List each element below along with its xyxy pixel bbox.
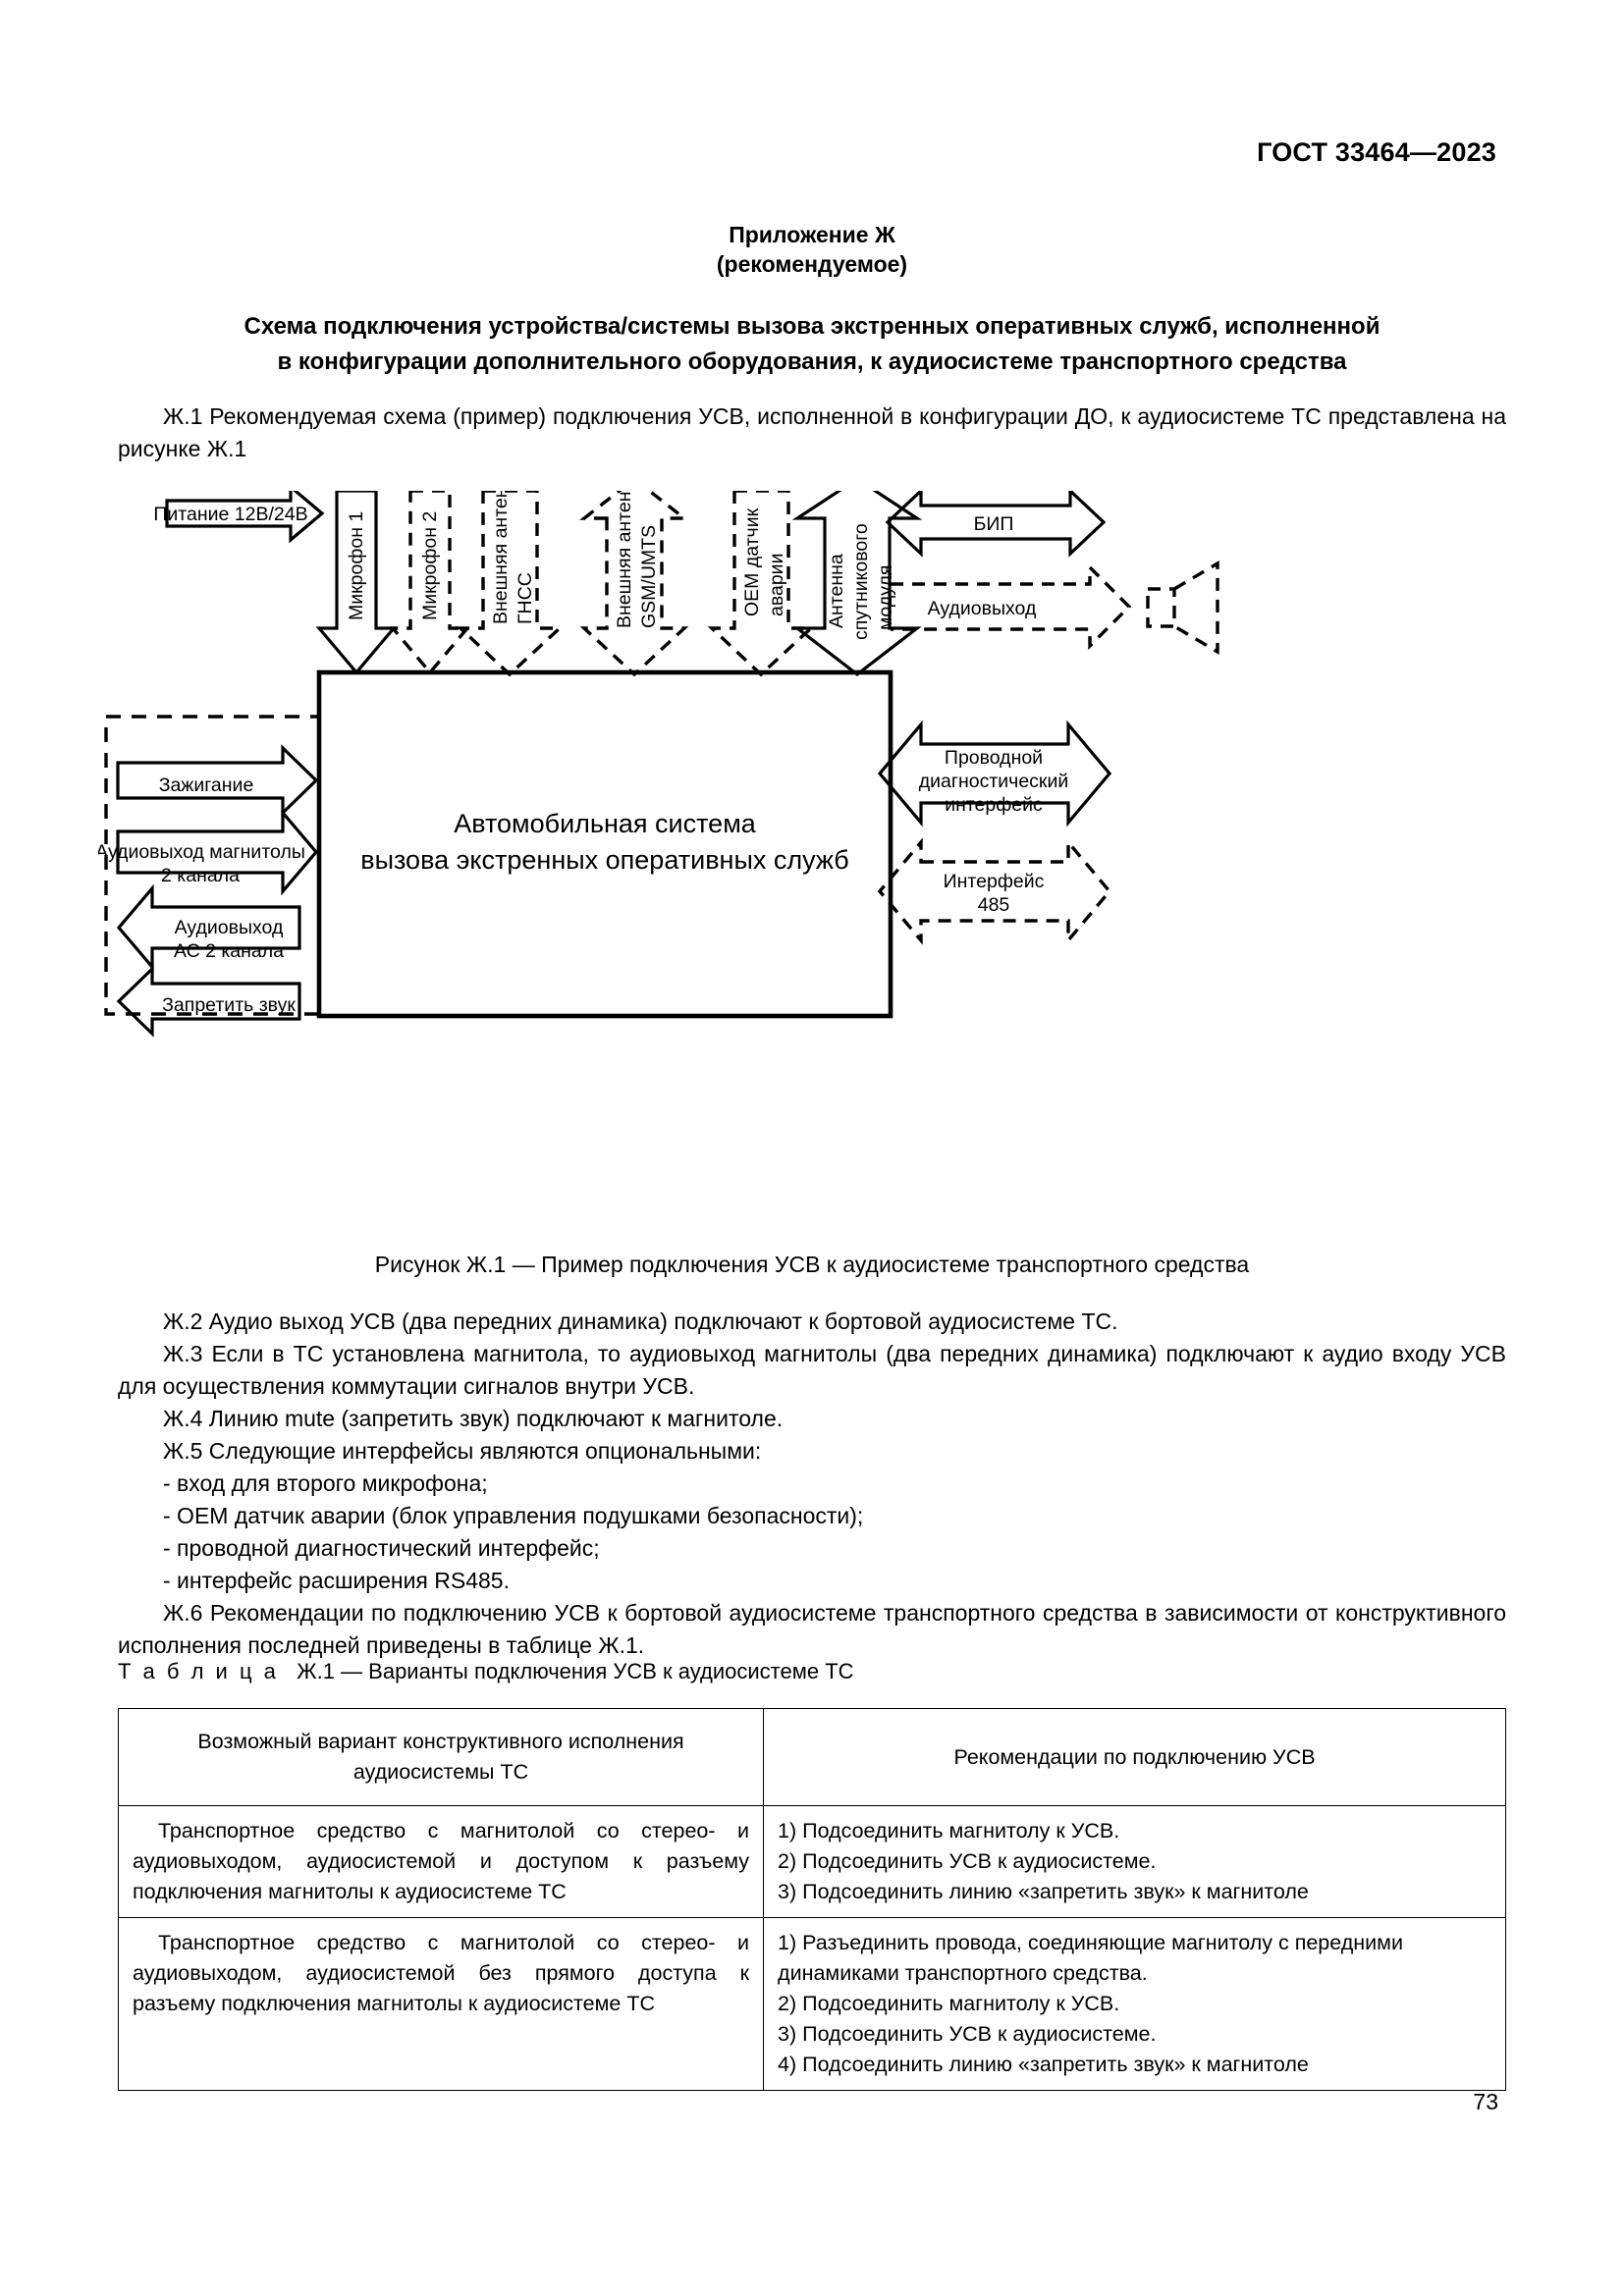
- recommendation-item: 1) Разъединить провода, соединяющие магнитолу с передними динамиками транспортного средства.: [778, 1931, 1403, 1985]
- arrow-label-mic1: Микрофон 1: [346, 510, 367, 620]
- connection-scheme-svg: [98, 491, 1532, 1237]
- arrow-label-ac-out-line2: АС 2 канала: [174, 940, 284, 962]
- recommendation-item: 3) Подсоединить линию «запретить звук» к магнитоле: [778, 1880, 1309, 1903]
- table-head: [119, 1709, 1506, 1806]
- figure-zh1: [98, 491, 1532, 1237]
- arrow-label-mic2: Микрофон 2: [419, 510, 441, 620]
- paragraph-zh1-text: Ж.1 Рекомендуемая схема (пример) подключения УСВ, исполненной в конфигурации ДО, к аудиосистеме ТС представлена на рисунке Ж.1: [118, 403, 1506, 461]
- bullet-2-text: - OEM датчик аварии (блок управления подушками безопасности);: [163, 1503, 864, 1528]
- recommendation-item: 4) Подсоединить линию «запретить звук» к магнитоле: [778, 2053, 1309, 2076]
- bullet-wired-diagnostic: [118, 1532, 1506, 1565]
- arrow-label-mute: Запретить звук: [162, 994, 296, 1016]
- arrow-label-rs485-line1: Интерфейс: [943, 871, 1045, 892]
- figure-caption: Рисунок Ж.1 — Пример подключения УСВ к аудиосистеме транспортного средства: [374, 1252, 1250, 1277]
- table-body: [119, 1806, 1506, 2091]
- table-caption: [118, 1659, 854, 1684]
- arrow-label-diag-line3: интерфейс: [945, 794, 1043, 816]
- paragraph-zh2: [118, 1306, 1506, 1338]
- arrow-label-satant-line1: Антенна: [826, 554, 847, 628]
- arrow-label-oem-line1: OEM датчик: [741, 507, 763, 616]
- recommendation-item: 2) Подсоединить УСВ к аудиосистеме.: [778, 1849, 1157, 1873]
- arrow-label-ignition: Зажигание: [158, 774, 254, 796]
- page-number: 73: [1473, 2089, 1498, 2114]
- arrow-label-power: Питание 12В/24В: [153, 504, 308, 525]
- arrow-label-gnss-line1: Внешняя антенна: [490, 491, 512, 624]
- arrow-label-radio-out-line1: Аудиовыход магнитолы: [98, 841, 305, 863]
- table-row: [119, 1806, 1506, 1918]
- arrow-label-diag-line1: Проводной: [944, 747, 1044, 769]
- arrow-label-diag-line2: диагностический: [918, 771, 1069, 792]
- recommendation-item: 2) Подсоединить магнитолу к УСВ.: [778, 1992, 1120, 2015]
- main-title-line-2: в конфигурации дополнительного оборудования, к аудиосистеме транспортного средства: [277, 348, 1347, 375]
- paragraph-zh3: [118, 1338, 1506, 1403]
- bullet-1-text: - вход для второго микрофона;: [163, 1470, 488, 1496]
- cell-recommendations-2: [764, 1918, 1506, 2091]
- paragraph-zh1: [118, 400, 1506, 465]
- table-caption-label: Т а б л и ц а: [118, 1659, 279, 1683]
- bullet-second-microphone: [118, 1468, 1506, 1500]
- table-caption-text: Ж.1 — Варианты подключения УСВ к аудиосистеме ТС: [297, 1659, 854, 1683]
- variant-2-text: Транспортное средство с магнитолой со стерео- и аудиовыходом, аудиосистемой без прямого доступа к разъему подключения магнитолы к аудиосистеме ТС: [133, 1931, 750, 2015]
- arrow-label-satant-line3: модуля: [875, 564, 896, 630]
- annex-title: Приложение Ж: [729, 222, 895, 247]
- main-title-line-1: Схема подключения устройства/системы вызова экстренных оперативных служб, исполненной: [244, 313, 1380, 340]
- document-standard-header: ГОСТ 33464—2023: [1257, 137, 1496, 167]
- arrow-label-bip: БИП: [973, 513, 1014, 535]
- bullet-oem-crash-sensor: [118, 1500, 1506, 1532]
- arrow-label-gsm-line1: Внешняя антенна: [614, 491, 635, 628]
- table-header-row: [119, 1709, 1506, 1806]
- paragraph-zh5-text: Ж.5 Следующие интерфейсы являются опциональными:: [163, 1438, 762, 1464]
- bullet-rs485: [118, 1565, 1506, 1597]
- paragraph-zh6-text: Ж.6 Рекомендации по подключению УСВ к бортовой аудиосистеме транспортного средства в зависимости от конструктивного исполнения последней приведены в таблице Ж.1.: [118, 1600, 1506, 1658]
- table-header-variant: Возможный вариант конструктивного исполнения аудиосистемы ТС: [119, 1709, 764, 1806]
- table-row: [119, 1918, 1506, 2091]
- recommendations-table: [118, 1708, 1506, 2091]
- appendix-main-title: [118, 309, 1506, 380]
- paragraph-zh5: [118, 1435, 1506, 1468]
- arrow-label-gnss-line2: ГНСС: [514, 572, 536, 624]
- variant-1-text: Транспортное средство с магнитолой со стерео- и аудиовыходом, аудиосистемой и доступом к разъему подключения магнитолы к аудиосистеме ТС: [133, 1819, 750, 1903]
- cell-variant-2: [119, 1918, 764, 2091]
- paragraph-zh4-text: Ж.4 Линию mute (запретить звук) подключают к магнитоле.: [163, 1406, 784, 1431]
- cell-recommendations-1: [764, 1806, 1506, 1918]
- table-header-recommendations: Рекомендации по подключению УСВ: [764, 1709, 1506, 1806]
- arrow-label-oem-line2: аварии: [766, 553, 787, 616]
- paragraph-zh6: [118, 1597, 1506, 1662]
- paragraph-zh4: [118, 1403, 1506, 1435]
- bullet-3-text: - проводной диагностический интерфейс;: [163, 1535, 600, 1561]
- recommendation-item: 1) Подсоединить магнитолу к УСВ.: [778, 1819, 1120, 1842]
- central-block-line1: Автомобильная система: [454, 809, 756, 838]
- central-block-line2: вызова экстренных оперативных служб: [360, 845, 849, 875]
- arrow-label-rs485-line2: 485: [977, 894, 1010, 916]
- cell-variant-1: [119, 1806, 764, 1918]
- arrow-label-gsm-line2: GSM/UMTS: [638, 524, 660, 628]
- arrow-label-radio-out-line2: 2 канала: [161, 865, 240, 886]
- bullet-4-text: - интерфейс расширения RS485.: [163, 1568, 510, 1593]
- arrow-label-satant-line2: спутникового: [850, 523, 872, 640]
- paragraph-zh3-text: Ж.3 Если в ТС установлена магнитола, то аудиовыход магнитолы (два передних динамика) подключают к аудио входу УСВ для осуществления коммутации сигналов внутри УСВ.: [118, 1341, 1506, 1399]
- arrow-label-audio-out: Аудиовыход: [927, 598, 1037, 619]
- recommendation-item: 3) Подсоединить УСВ к аудиосистеме.: [778, 2022, 1157, 2046]
- arrow-label-ac-out-line1: Аудиовыход: [174, 917, 284, 938]
- annex-subtitle: (рекомендуемое): [716, 251, 908, 277]
- speaker-icon: [1148, 563, 1218, 652]
- paragraph-zh2-text: Ж.2 Аудио выход УСВ (два передних динамика) подключают к бортовой аудиосистеме ТС.: [163, 1308, 1118, 1334]
